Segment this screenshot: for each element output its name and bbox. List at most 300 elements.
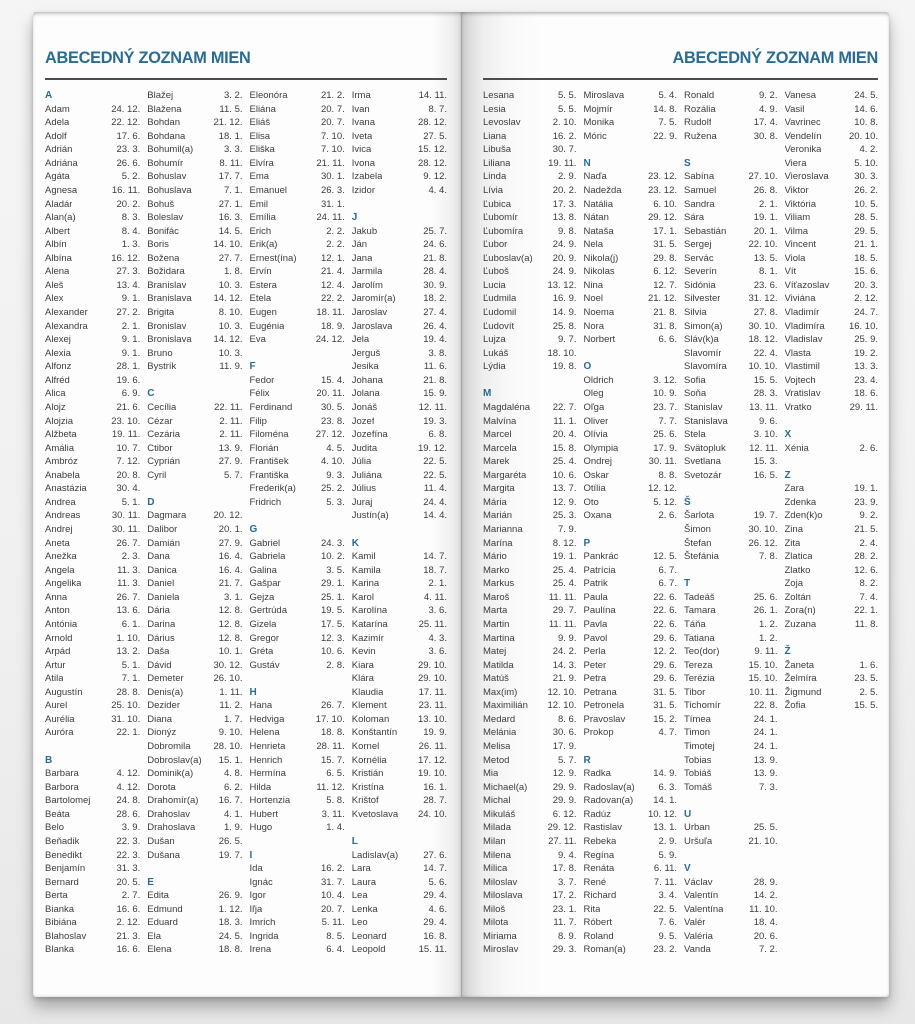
date-label: 20. 8. <box>116 469 141 481</box>
name-label: Amália <box>45 442 75 454</box>
name-entry <box>352 279 447 293</box>
name-entry <box>250 604 345 618</box>
date-label: 15. 2. <box>653 713 677 725</box>
name-entry <box>45 849 140 863</box>
date-label: 16. 12. <box>111 252 141 264</box>
date-label: 17. 5. <box>320 618 345 630</box>
date-label: 23. 7. <box>653 401 677 413</box>
name-entry <box>352 252 447 266</box>
name-label: Artur <box>45 659 66 671</box>
name-entry <box>147 632 242 646</box>
name-entry <box>352 89 447 103</box>
date-label: 10. 3. <box>218 279 243 291</box>
name-entry <box>483 306 577 320</box>
date-label: 27. 4. <box>423 307 447 318</box>
name-label: Beáta <box>45 808 70 820</box>
date-label: 24. 9. <box>552 239 577 251</box>
name-label: Jela <box>351 334 370 346</box>
name-entry <box>250 103 345 117</box>
name-label: Renáta <box>583 863 615 875</box>
name-entry <box>684 455 778 469</box>
date-label: 4. 2. <box>859 144 878 156</box>
name-entry <box>785 333 879 347</box>
date-label: 6. 10. <box>653 198 677 210</box>
date-label: 15. 6. <box>854 266 878 278</box>
spacer-row <box>684 143 778 157</box>
name-entry <box>785 591 879 605</box>
date-label: 12. 8. <box>218 632 243 644</box>
date-label: 19. 1. <box>552 551 577 563</box>
date-label: 28. 2. <box>854 551 878 563</box>
name-label: Stanislava <box>684 415 728 427</box>
name-label: Leo <box>351 917 368 929</box>
date-label: 27. 9. <box>218 456 243 468</box>
name-label: Arnold <box>45 632 73 644</box>
name-entry <box>45 455 140 469</box>
name-entry <box>352 699 447 713</box>
name-label: Marta <box>483 605 508 617</box>
date-label: 20. 1. <box>753 225 778 237</box>
name-label: Jonáš <box>351 401 378 413</box>
date-label: 10. 2. <box>320 551 345 563</box>
date-label: 14. 3. <box>552 659 577 671</box>
name-entry <box>45 482 140 496</box>
date-label: 8. 1. <box>759 266 778 278</box>
name-entry <box>483 279 577 293</box>
name-label: Jaromír(a) <box>351 293 396 305</box>
name-entry <box>785 401 879 415</box>
name-label: Želmíra <box>784 673 817 685</box>
date-label: 24. 5. <box>854 90 878 101</box>
name-label: Katarína <box>351 618 388 630</box>
date-label: 8. 5. <box>326 930 345 942</box>
name-label: Florián <box>249 442 279 454</box>
name-label: Zlatica <box>784 551 813 563</box>
date-label: 30. 11. <box>648 456 677 468</box>
name-entry <box>483 808 577 822</box>
name-label: Zina <box>784 524 803 535</box>
section-letter: O <box>583 361 592 373</box>
name-label: Vanda <box>684 944 711 956</box>
name-label: Estera <box>249 279 277 291</box>
date-label: 31. 7. <box>320 876 345 888</box>
date-label: 13. 12. <box>547 279 577 291</box>
name-label: Igor <box>249 890 266 902</box>
name-entry <box>147 903 242 917</box>
date-label: 19. 5. <box>320 605 345 617</box>
name-label: Slavomíra <box>684 361 727 373</box>
date-label: 9. 3. <box>326 469 345 481</box>
date-label: 6. 11. <box>653 863 677 875</box>
name-label: Ema <box>249 171 270 183</box>
name-entry <box>147 889 242 903</box>
name-entry <box>483 428 577 442</box>
name-entry <box>250 455 345 469</box>
date-label: 30. 5. <box>320 401 345 413</box>
name-entry <box>584 604 678 618</box>
name-label: Marcel <box>483 429 512 441</box>
name-entry <box>785 374 879 388</box>
name-entry <box>684 916 778 930</box>
date-label: 8. 6. <box>558 713 577 725</box>
name-label: Dagmara <box>147 510 187 522</box>
date-label: 13. 3. <box>854 361 878 373</box>
name-entry <box>147 292 242 306</box>
date-label: 29. 12. <box>647 212 677 224</box>
name-entry <box>483 713 577 727</box>
date-label: 9. 1. <box>121 293 141 305</box>
name-entry <box>483 930 577 944</box>
name-entry <box>483 469 577 483</box>
date-label: 16. 9. <box>552 293 577 305</box>
name-entry <box>352 387 447 401</box>
date-label: 22. 2. <box>320 293 345 305</box>
name-entry <box>684 347 778 361</box>
name-label: Valentína <box>684 903 724 915</box>
name-label: Libuša <box>483 144 511 156</box>
name-entry <box>684 116 778 130</box>
name-entry <box>684 89 778 103</box>
date-label: 1. 2. <box>759 632 778 644</box>
name-label: Gertrúda <box>249 605 287 617</box>
name-label: Viliam <box>784 212 811 224</box>
name-entry <box>584 564 678 578</box>
name-entry <box>785 347 879 361</box>
name-entry <box>584 496 678 510</box>
name-label: Michal <box>483 795 511 807</box>
date-label: 31. 1. <box>320 198 345 210</box>
name-label: Adolf <box>45 130 67 142</box>
date-label: 24. 7. <box>854 307 878 318</box>
date-label: 14. 11. <box>418 90 447 101</box>
name-entry <box>45 401 140 415</box>
date-label: 15. 5. <box>854 700 878 712</box>
date-label: 2. 2. <box>326 239 345 251</box>
name-entry <box>45 903 140 917</box>
name-entry <box>785 564 879 578</box>
name-entry <box>250 387 345 401</box>
name-entry <box>250 767 345 781</box>
name-label: Miloslav <box>483 876 518 888</box>
name-label: Agnesa <box>45 184 78 196</box>
name-label: Miloš <box>483 903 506 915</box>
name-entry <box>147 442 242 456</box>
name-label: Angela <box>45 564 75 576</box>
name-entry <box>352 401 447 415</box>
name-label: Etela <box>249 293 272 305</box>
date-label: 3. 10. <box>753 429 778 441</box>
name-label: Nora <box>583 320 605 332</box>
name-entry <box>352 794 447 808</box>
name-entry <box>483 143 577 157</box>
name-entry <box>483 835 577 849</box>
name-entry <box>147 564 242 578</box>
date-label: 5. 10. <box>854 157 878 169</box>
name-entry <box>684 374 778 388</box>
date-label: 9. 1. <box>121 334 141 346</box>
name-entry <box>250 564 345 578</box>
date-label: 2. 2. <box>326 225 345 237</box>
date-label: 6. 3. <box>658 781 677 793</box>
date-label: 23. 2. <box>653 944 677 956</box>
name-entry <box>785 577 879 591</box>
date-label: 30. 10. <box>748 320 778 332</box>
date-label: 11. 9. <box>219 361 243 373</box>
name-label: Bohdana <box>147 130 186 142</box>
name-entry <box>147 89 242 103</box>
date-label: 30. 11. <box>111 510 141 522</box>
name-entry <box>45 157 140 171</box>
name-label: Hugo <box>249 822 273 834</box>
name-label: Petrana <box>583 686 617 698</box>
name-label: Alojzia <box>45 415 73 427</box>
name-entry <box>147 401 242 415</box>
name-entry <box>684 876 778 890</box>
date-label: 24. 1. <box>753 713 778 725</box>
date-label: 10. 8. <box>854 117 878 129</box>
name-label: Eva <box>249 334 266 346</box>
name-entry <box>147 821 242 835</box>
date-label: 13. 9. <box>753 754 778 766</box>
date-label: 21. 9. <box>552 673 577 685</box>
name-label: Naďa <box>583 171 607 183</box>
name-label: Richard <box>583 890 617 902</box>
date-label: 2. 6. <box>658 510 677 522</box>
date-label: 21. 7. <box>218 578 243 590</box>
date-label: 12. 7. <box>653 279 677 291</box>
name-label: Gabriela <box>249 551 286 563</box>
name-entry <box>584 103 678 117</box>
date-label: 3. 8. <box>428 347 447 359</box>
name-label: Noema <box>583 307 615 318</box>
name-label: Alfréd <box>45 374 70 386</box>
page-title: ABECEDNÝ ZOZNAM MIEN <box>672 48 878 67</box>
name-label: Sebastián <box>684 225 727 237</box>
name-entry <box>147 537 242 551</box>
name-entry <box>684 469 778 483</box>
name-label: Viktória <box>784 198 817 210</box>
date-label: 27. 5. <box>423 130 447 142</box>
name-entry <box>584 862 678 876</box>
name-entry <box>45 672 140 686</box>
date-label: 14. 12. <box>213 334 243 346</box>
name-entry <box>147 225 242 239</box>
date-label: 29. 8. <box>653 252 677 264</box>
name-entry <box>147 170 242 184</box>
name-entry <box>45 876 140 890</box>
name-entry <box>684 821 778 835</box>
name-label: Radúz <box>583 808 611 820</box>
name-label: Milica <box>483 863 508 875</box>
name-label: Uršuľa <box>684 835 713 847</box>
name-entry <box>147 550 242 564</box>
name-entry <box>785 686 879 700</box>
name-label: Paula <box>583 591 608 603</box>
name-entry <box>785 225 879 239</box>
name-label: Tibor <box>684 686 706 698</box>
name-entry <box>250 184 345 198</box>
name-label: Regína <box>583 849 615 861</box>
name-label: Markus <box>483 578 515 590</box>
name-label: Dominik(a) <box>147 768 194 780</box>
name-label: Filip <box>249 415 267 427</box>
name-label: Alfonz <box>45 361 72 373</box>
date-label: 7. 11. <box>653 876 677 888</box>
name-entry <box>483 659 577 673</box>
name-entry <box>250 618 345 632</box>
name-entry <box>147 808 242 822</box>
name-label: Štefan <box>684 537 712 549</box>
name-entry <box>684 740 778 754</box>
name-label: Cézar <box>147 415 173 427</box>
date-label: 13. 9. <box>753 768 778 780</box>
date-label: 10. 3. <box>218 320 243 332</box>
name-label: Drahoslava <box>147 822 196 834</box>
name-label: Klára <box>351 673 374 685</box>
date-label: 25. 4. <box>552 564 577 576</box>
date-label: 14. 9. <box>552 307 577 318</box>
name-entry <box>483 943 577 957</box>
name-entry <box>250 537 345 551</box>
name-entry <box>483 699 577 713</box>
date-label: 11. 3. <box>117 564 141 576</box>
section-letter: Ž <box>784 646 791 658</box>
name-label: Paulína <box>583 605 616 617</box>
date-label: 16. 11. <box>111 184 141 196</box>
date-label: 27. 2. <box>116 307 141 318</box>
date-label: 28. 9. <box>753 876 778 888</box>
name-label: Demeter <box>147 673 184 685</box>
name-label: Václav <box>684 876 713 888</box>
name-entry <box>785 184 879 198</box>
name-label: Cyprián <box>147 456 180 468</box>
date-label: 8. 9. <box>558 930 577 942</box>
date-label: 13. 8. <box>552 212 577 224</box>
name-label: Miroslava <box>583 90 625 101</box>
date-label: 2. 9. <box>658 835 677 847</box>
name-entry <box>45 591 140 605</box>
name-label: Fedor <box>249 374 275 386</box>
name-entry <box>45 211 140 225</box>
date-label: 9. 9. <box>558 632 577 644</box>
name-entry <box>483 537 577 551</box>
section-letter: C <box>147 388 155 400</box>
name-entry <box>45 170 140 184</box>
name-entry <box>45 238 140 252</box>
date-label: 22. 10. <box>748 239 778 251</box>
date-label: 7. 1. <box>121 673 141 685</box>
name-label: Viola <box>784 252 806 264</box>
date-label: 6. 8. <box>428 429 447 441</box>
date-label: 1. 6. <box>859 659 878 671</box>
date-label: 3. 5. <box>326 564 345 576</box>
date-label: 8. 4. <box>121 225 141 237</box>
name-label: Barbara <box>45 768 79 780</box>
date-label: 28. 1. <box>116 361 141 373</box>
name-label: Bohumil(a) <box>147 144 194 156</box>
date-label: 2. 4. <box>859 537 878 549</box>
name-label: Samuel <box>684 184 717 196</box>
name-entry <box>483 116 577 130</box>
name-entry <box>147 699 242 713</box>
date-label: 9. 5. <box>658 930 677 942</box>
section-letter: M <box>483 388 492 400</box>
name-entry <box>352 604 447 618</box>
name-label: Blanka <box>45 944 75 956</box>
date-label: 19. 9. <box>423 727 447 739</box>
date-label: 23. 6. <box>753 279 778 291</box>
name-label: Severín <box>684 266 717 278</box>
date-label: 14. 10. <box>213 239 243 251</box>
name-entry <box>250 198 345 212</box>
name-label: Aleš <box>45 279 64 291</box>
name-label: Gabriel <box>249 537 281 549</box>
date-label: 6. 6. <box>658 334 677 346</box>
date-label: 7. 1. <box>224 184 243 196</box>
name-entry <box>147 360 242 374</box>
name-label: Kvetoslava <box>351 808 399 820</box>
section-letter: S <box>684 157 691 169</box>
name-label: Pankrác <box>583 551 619 563</box>
date-label: 28. 8. <box>116 686 141 698</box>
right-page <box>461 12 889 997</box>
name-entry <box>352 347 447 361</box>
name-label: Branislava <box>147 293 192 305</box>
name-entry <box>45 889 140 903</box>
name-entry <box>352 903 447 917</box>
date-label: 8. 2. <box>859 578 878 590</box>
date-label: 2. 12. <box>116 917 141 929</box>
date-label: 27. 11. <box>548 835 577 847</box>
name-entry <box>483 238 577 252</box>
name-label: Pavol <box>583 632 608 644</box>
name-label: Terézia <box>684 673 715 685</box>
date-label: 17. 12. <box>417 754 447 766</box>
date-label: 12. 3. <box>320 632 345 644</box>
date-label: 23. 9. <box>854 496 878 508</box>
date-label: 22. 5. <box>423 456 447 468</box>
name-label: Kamil <box>351 551 376 563</box>
name-entry <box>352 455 447 469</box>
name-entry <box>684 523 778 537</box>
name-label: Marína <box>483 537 513 549</box>
name-entry <box>250 157 345 171</box>
name-entry <box>352 306 447 320</box>
name-entry <box>45 564 140 578</box>
name-label: Móric <box>583 130 607 142</box>
date-label: 25. 5. <box>753 822 778 834</box>
date-label: 29. 12. <box>547 822 577 834</box>
name-entry <box>147 157 242 171</box>
name-entry <box>45 496 140 510</box>
name-entry <box>684 604 778 618</box>
date-label: 20. 3. <box>854 279 878 291</box>
name-entry <box>483 482 577 496</box>
name-label: Jarolím <box>351 279 383 291</box>
section-letter: A <box>45 90 53 101</box>
name-entry <box>785 482 879 496</box>
name-label: Zuzana <box>784 618 817 630</box>
name-label: Izidor <box>351 184 375 196</box>
date-label: 6. 1. <box>121 618 141 630</box>
name-label: Miroslav <box>483 944 519 956</box>
name-entry <box>352 238 447 252</box>
date-label: 27. 12. <box>315 429 345 441</box>
name-entry <box>45 916 140 930</box>
name-label: Elena <box>147 944 172 956</box>
name-label: Dalibor <box>147 524 178 535</box>
name-label: Daniela <box>147 591 180 603</box>
